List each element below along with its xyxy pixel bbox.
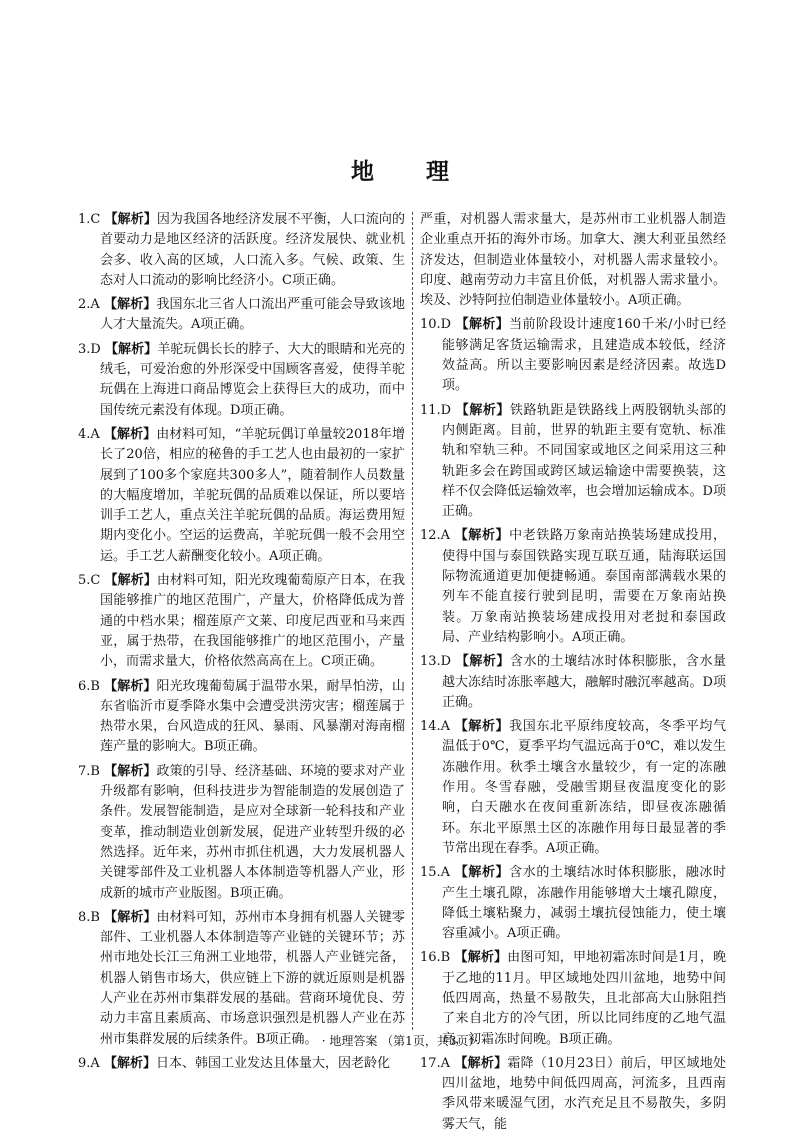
analysis-label: 【解析】 xyxy=(103,1055,156,1071)
answer-item-12: 12.A 【解析】中老铁路万象南站换装场建成投用，使得中国与泰国铁路实现互联互通，陆海联运国际物流通道更加便捷畅通。泰国南部满载水果的列车不能直接行驶到昆明，需要在万象南站换装。万象南站换装场建成投用对老挝和泰国政局、产业结构影响小。A项正确。 xyxy=(420,528,726,645)
answer-item-2: 2.A 【解析】我国东北三省人口流出严重可能会导致该地人才大量流失。A项正确。 xyxy=(78,297,405,333)
page-footer: · 地理答案 （第1页，共3页）· xyxy=(321,1034,479,1048)
analysis-label: 【解析】 xyxy=(455,317,510,333)
analysis-label: 【解析】 xyxy=(104,573,157,589)
answer-item-8: 8.B 【解析】由材料可知，苏州市本身拥有机器人关键零部件、工业机器人本体制造等产业链的关键环节；苏州市地处长江三角洲工业地带，机器人产业链完备，机器人销售市场大，供应链上下游的就近原则是机器人产业在苏州市集群发展的基础。营商环境优良、劳动力丰富且素质高、市场意识强烈是机器人产业在苏州市集群发展的后续条件。B项正确。 xyxy=(78,909,405,1047)
page-title: 地 理 xyxy=(350,159,471,185)
analysis-label: 【解析】 xyxy=(103,426,157,442)
analysis-label: 【解析】 xyxy=(455,654,510,670)
answer-item-4: 4.A 【解析】由材料可知，“羊驼玩偶订单量较2018年增长了20倍，相应的秘鲁的手工艺人也由最初的一家扩展到了100多个家庭共300多人”，随着制作人员数量的大幅度增加，羊驼玩偶的品质难以保证，所以要培训手工艺人，重点关注羊驼玩偶的品质。海运费用短期内变化小。空运的运费高，羊驼玩偶一般不会用空运。手工艺人薪酬变化较小。A项正确。 xyxy=(78,426,405,564)
answer-item-16: 16.B 【解析】由图可知，甲地初霜冻时间是1月，晚于乙地的11月。甲区域地处四川盆地，地势中间低四周高，热量不易散失，且北部高大山脉阻挡了来自北方的冷气团，所以比同纬度的乙地气温高，初霜冻时间晚。B项正确。 xyxy=(420,950,726,1047)
answer-item-15: 15.A 【解析】含水的土壤结冰时体积膨胀，融冰时产生土壤孔隙，冻融作用能够增大土壤孔隙度，降低土壤粘聚力，减弱土壤抗侵蚀能力，使土壤容重减小。A项正确。 xyxy=(420,865,726,942)
analysis-label: 【解析】 xyxy=(454,719,510,735)
analysis-label: 【解析】 xyxy=(104,212,157,227)
analysis-label: 【解析】 xyxy=(105,341,158,357)
answer-item-11: 11.D 【解析】铁路轨距是铁路线上两股钢轨头部的内侧距离。目前，世界的轨距主要有宽轨、标准轨和窄轨三种。不同国家或地区之间采用这三种轨距多会在跨国或跨区域运输途中需要换装，这样不仅会降低运输效率，也会增加运输成本。D项正确。 xyxy=(420,402,726,520)
answer-item-17: 17.A 【解析】霜降（10月23日）前后，甲区域地处四川盆地，地势中间低四周高，河流多，且西南季风带来暖湿气团，水汽充足且不易散失，多阴雾天气，能 xyxy=(420,1055,726,1132)
analysis-label: 【解析】 xyxy=(104,763,157,779)
column-divider xyxy=(412,212,413,1030)
analysis-label: 【解析】 xyxy=(104,678,157,694)
analysis-label: 【解析】 xyxy=(454,1055,508,1071)
analysis-label: 【解析】 xyxy=(454,865,510,881)
answer-item-13: 13.D 【解析】含水的土壤结冰时体积膨胀，含水量越大冻结时冻胀率越大，融解时融沉率越高。D项正确。 xyxy=(420,654,726,710)
answer-item-14: 14.A 【解析】我国东北平原纬度较高，冬季平均气温低于0℃，夏季平均气温远高于0℃，难以发生冻融作用。秋季土壤含水量较少，有一定的冻融作用。冬雪春融，受融雪期昼夜温度变化的影响，白天融水在夜间重新冻结，即昼夜冻融循环。东北平原黑土区的冻融作用每日最显著的季节常出现在春季。A项正确。 xyxy=(420,719,726,856)
answer-item-6: 6.B 【解析】阳光玫瑰葡萄属于温带水果，耐旱怕涝，山东省临沂市夏季降水集中会遭受洪涝灾害；榴莲属于热带水果，台风造成的狂风、暴雨、风暴潮对海南榴莲产量的影响大。B项正确。 xyxy=(78,678,405,755)
answer-item-9: 9.A 【解析】日本、韩国工业发达且体量大，因老龄化 xyxy=(78,1055,390,1071)
analysis-label: 【解析】 xyxy=(104,909,157,925)
left-column xyxy=(78,210,405,1078)
right-column xyxy=(420,210,726,1139)
analysis-label: 【解析】 xyxy=(454,528,510,544)
answer-item-9-continued: 严重，对机器人需求量大，是苏州市工业机器人制造企业重点开拓的海外市场。加拿大、澳大利亚虽然经济发达，但制造业体量较小，对机器人需求量较小。印度、越南劳动力丰富且价低，对机器人需求量小。埃及、沙特阿拉伯制造业体量较小。A项正确。 xyxy=(420,212,726,309)
analysis-label: 【解析】 xyxy=(454,950,508,966)
answer-item-3: 3.D 【解析】羊驼玩偶长长的脖子、大大的眼睛和光亮的绒毛，可爱治愈的外形深受中国顾客喜爱，使得羊驼玩偶在上海进口商品博览会上获得巨大的成功，而中国传统元素没有体现。D项正确。 xyxy=(78,341,405,418)
analysis-label: 【解析】 xyxy=(104,297,157,313)
answer-item-1: 1.C 【解析】因为我国各地经济发展不平衡，人口流向的首要动力是地区经济的活跃度。经济发展快、就业机会多、收入高的区域，人口流入多。气候、政策、生态对人口流动的影响比经济小。C项正确。 xyxy=(78,212,405,288)
answer-item-5: 5.C 【解析】由材料可知，阳光玫瑰葡萄原产日本，在我国能够推广的地区范围广，产量大，价格降低成为普通的中档水果；榴莲原产文莱、印度尼西亚和马来西亚，属于热带，在我国能够推广的地区范围小，产量小，而需求量大，价格依然高高在上。C项正确。 xyxy=(78,573,405,670)
answer-item-10: 10.D 【解析】当前阶段设计速度160千米/小时已经能够满足客货运输需求，且建造成本较低，经济效益高。所以主要影响因素是经济因素。故选D项。 xyxy=(420,317,726,394)
answer-item-7: 7.B 【解析】政策的引导、经济基础、环境的要求对产业升级都有影响，但科技进步为智能制造的发展创造了条件。发展智能制造，是应对全球新一轮科技和产业变革，推动制造业创新发展，促进产业转型升级的必然选择。近年来，苏州市抓住机遇，大力发展机器人关键零部件及工业机器人本体制造等机器人产业，形成新的城市产业版图。B项正确。 xyxy=(78,763,405,901)
analysis-label: 【解析】 xyxy=(455,402,510,418)
